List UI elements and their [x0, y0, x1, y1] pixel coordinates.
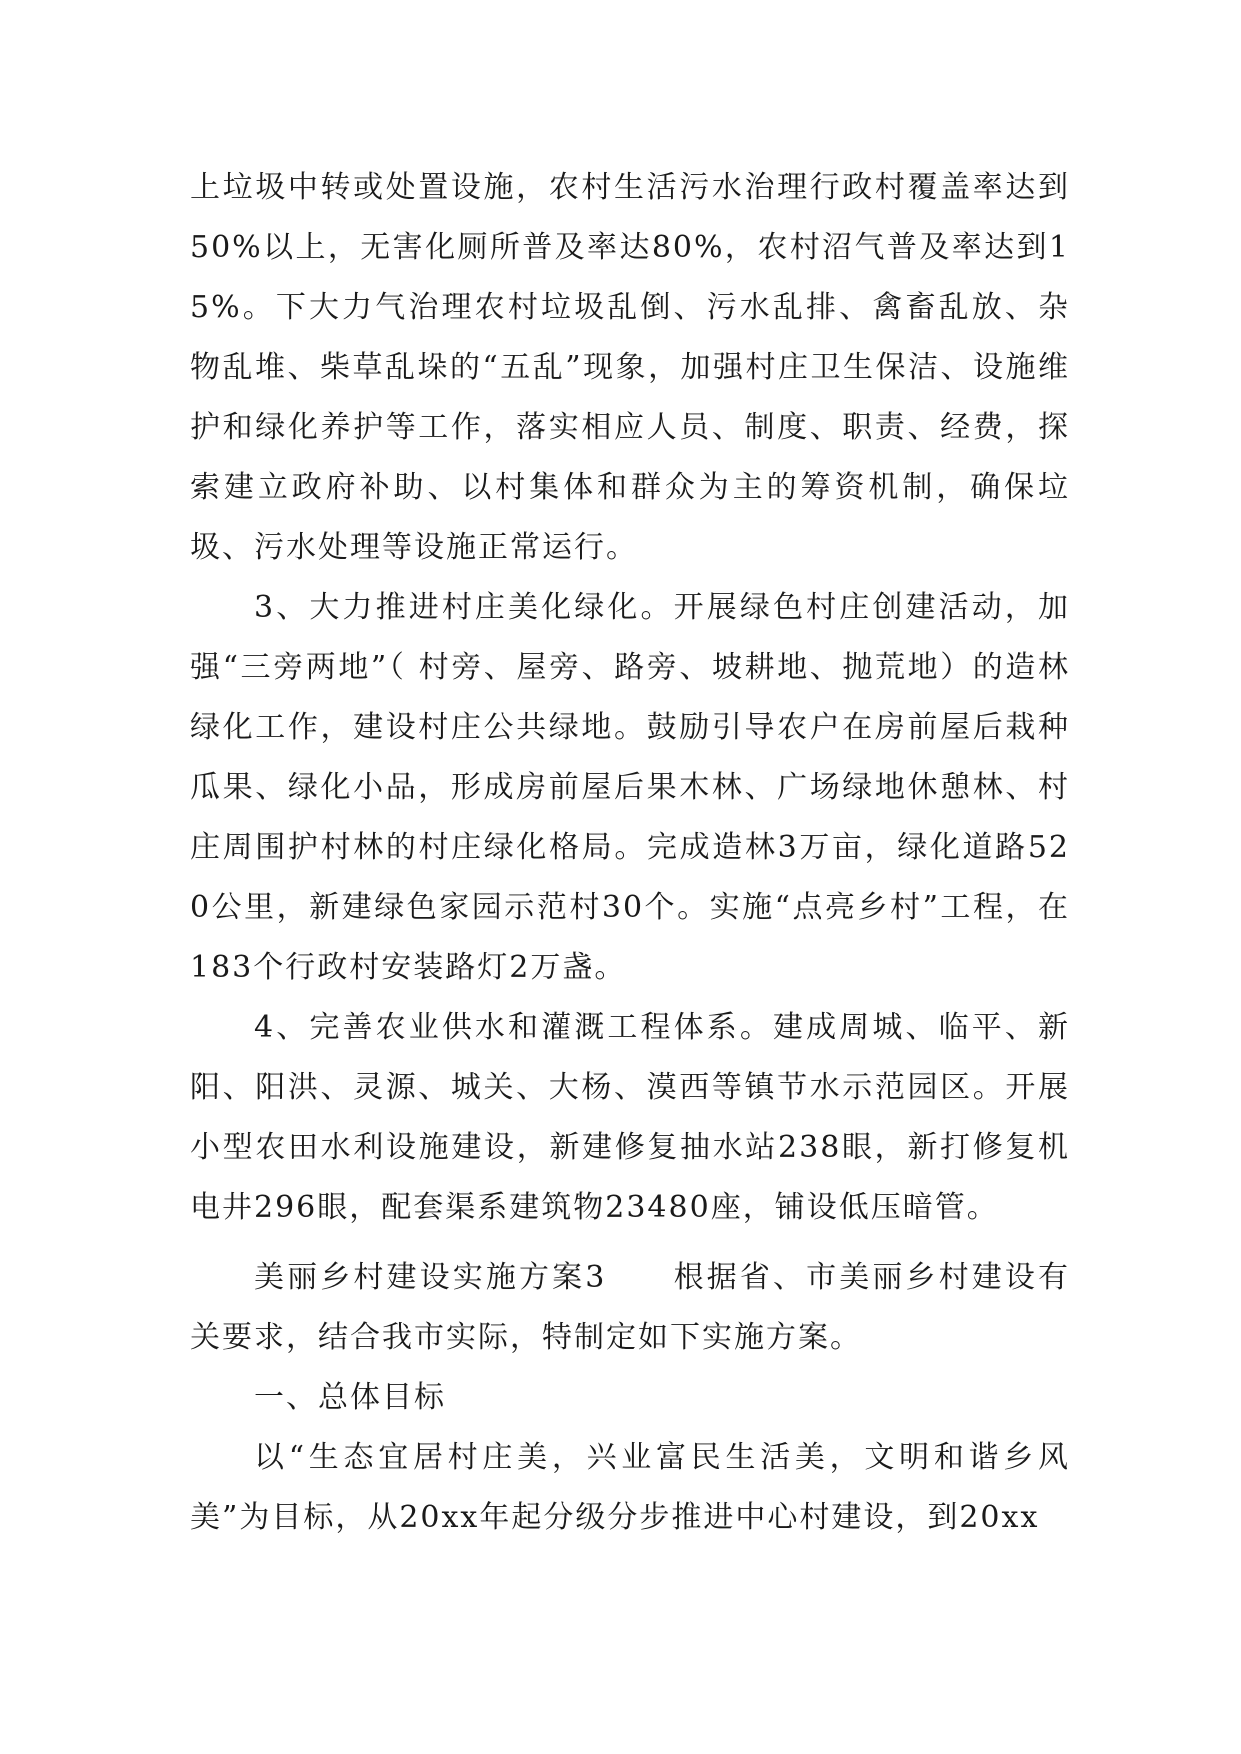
paragraph-village-greening: 3、大力推进村庄美化绿化。开展绿色村庄创建活动，加强“三旁两地”（ 村旁、屋旁、路旁、坡耕地、抛荒地）的造林绿化工作，建设村庄公共绿地。鼓励引导农户在房前屋后栽种瓜果、绿化小品，形成房前屋后果木林、广场绿地休憩林、村庄周围护村林的村庄绿化格局。完成造林3万亩，绿化道路520公里，新建绿色家园示范村30个。实施“点亮乡村”工程，在183个行政村安装路灯2万盏。	[190, 590, 1070, 985]
section-heading-overall-goal: 一、总体目标	[254, 1380, 446, 1415]
paragraph-irrigation-system: 4、完善农业供水和灌溉工程体系。建成周城、临平、新阳、阳洪、灵源、城关、大杨、漠西等镇节水示范园区。开展小型农田水利设施建设，新建修复抽水站238眼，新打修复机电井296眼，配套渠系建筑物23480座，铺设低压暗管。	[190, 1010, 1070, 1225]
paragraph-overall-goal: 以“生态宜居村庄美，兴业富民生活美，文明和谐乡风美”为目标，从20xx年起分级分步推进中心村建设，到20xx	[190, 1440, 1070, 1535]
paragraph-plan-3-intro: 美丽乡村建设实施方案3 根据省、市美丽乡村建设有关要求，结合我市实际，特制定如下实施方案。	[190, 1260, 1070, 1355]
paragraph-sanitation-continued: 上垃圾中转或处置设施，农村生活污水治理行政村覆盖率达到50%以上，无害化厕所普及率达80%，农村沼气普及率达到15%。下大力气治理农村垃圾乱倒、污水乱排、禽畜乱放、杂物乱堆、柴草乱垛的“五乱”现象，加强村庄卫生保洁、设施维护和绿化养护等工作，落实相应人员、制度、职责、经费，探索建立政府补助、以村集体和群众为主的筹资机制，确保垃圾、污水处理等设施正常运行。	[190, 170, 1070, 565]
document-body	[190, 158, 1070, 1548]
